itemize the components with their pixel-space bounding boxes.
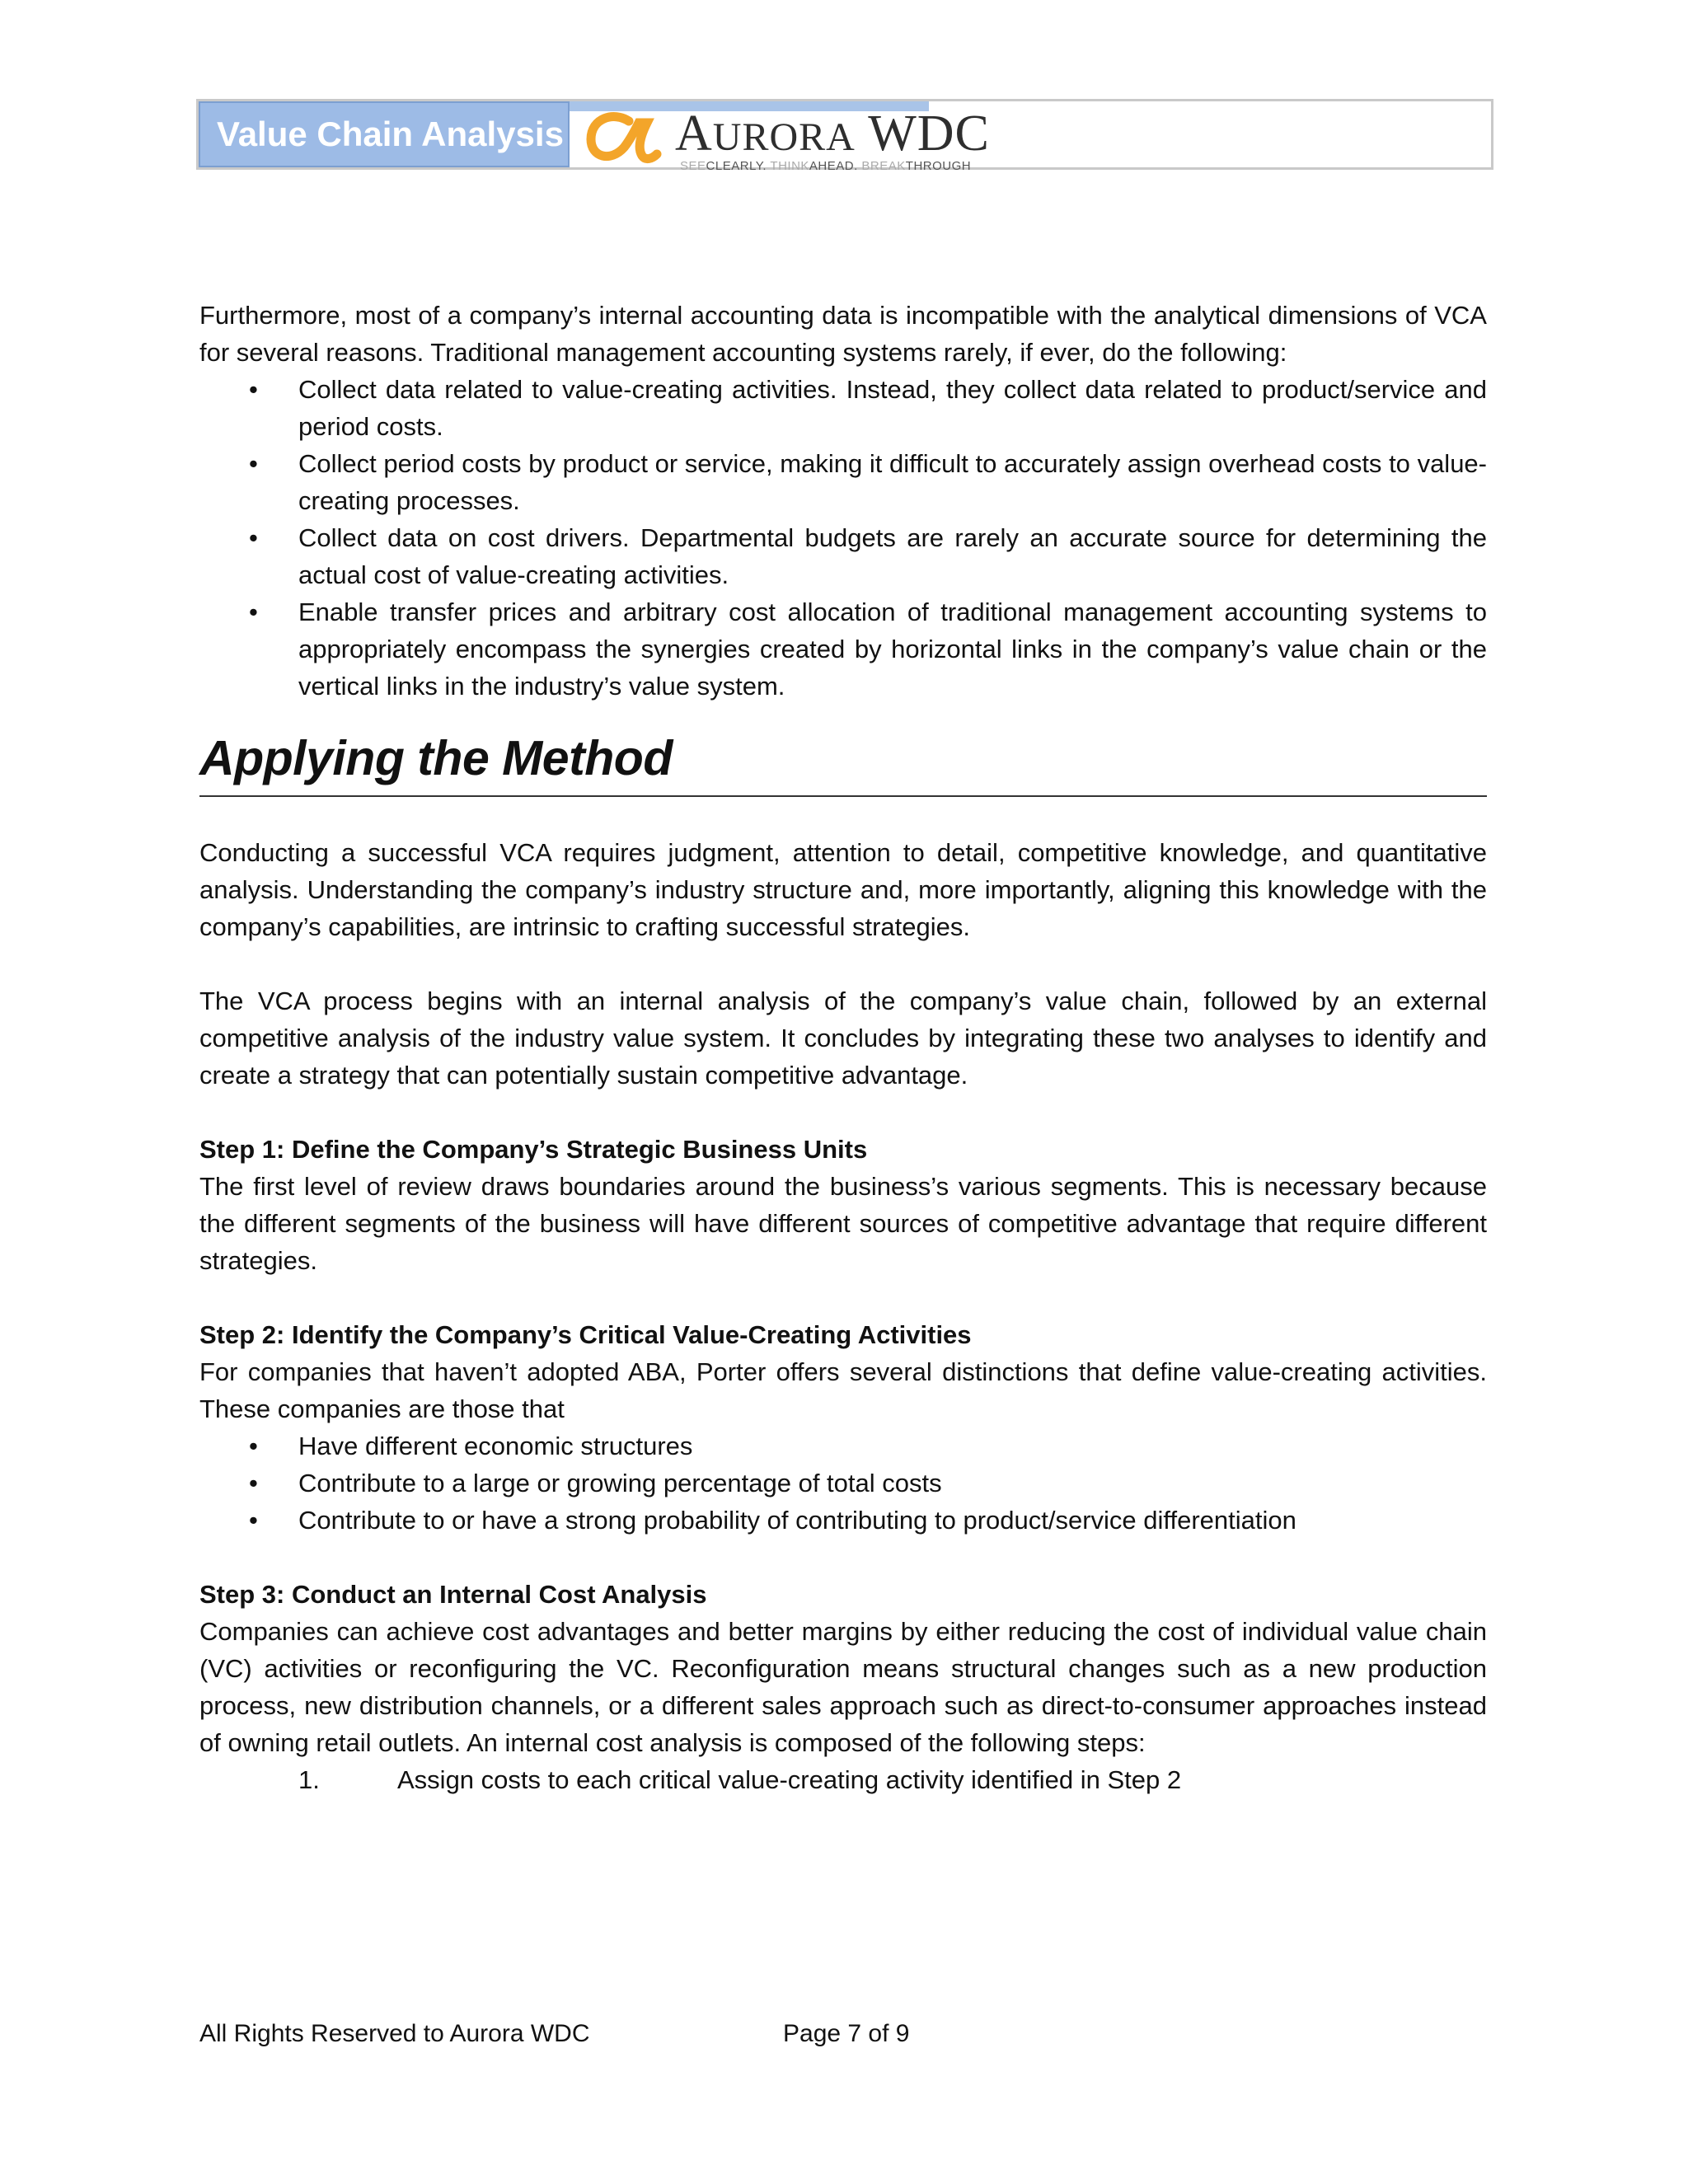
list-item: • Collect data related to value-creating activities. Instead, they collect data related to product/service and period costs.	[249, 375, 1487, 441]
list-item: • Contribute to or have a strong probability of contributing to product/service differentiation	[249, 1506, 1296, 1535]
method-paragraph-1: Conducting a successful VCA requires judgment, attention to detail, competitive knowledge, and quantitative analysis. Understanding the company’s industry structure and, more importantly, aligning this knowledge with the company’s capabilities, are intrinsic to crafting successful strategies.	[199, 838, 1487, 941]
list-item: • Enable transfer prices and arbitrary cost allocation of traditional management accounting systems to appropriately encompass the synergies created by horizontal links in the company’s value chain or the vertical links in the industry’s value system.	[249, 598, 1487, 701]
step-1-text: The first level of review draws boundaries around the business’s various segments. This is necessary because the different segments of the business will have different sources of competitive advantage that require different strategies.	[199, 1172, 1487, 1275]
document-body	[199, 297, 1487, 1798]
section-title: Value Chain Analysis	[217, 115, 564, 153]
section-heading: Applying the Method	[199, 729, 1487, 797]
step-2-bullet-list	[199, 1427, 1487, 1539]
step-1-title: Step 1: Define the Company’s Strategic Business Units	[199, 1135, 868, 1164]
list-item: • Have different economic structures	[249, 1432, 693, 1460]
logo-tagline: SEECLEARLY. THINKAHEAD. BREAKTHROUGH	[680, 159, 972, 173]
list-item: • Contribute to a large or growing percentage of total costs	[249, 1469, 942, 1497]
list-item: • Collect period costs by product or service, making it difficult to accurately assign overhead costs to value-creating processes.	[249, 449, 1487, 515]
numbered-item	[199, 1761, 1487, 1798]
intro-bullet-list	[199, 371, 1487, 705]
section-tab	[199, 101, 570, 167]
intro-paragraph: Furthermore, most of a company’s internal accounting data is incompatible with the analytical dimensions of VCA for several reasons. Traditional management accounting systems rarely, if ever, do the following:	[199, 301, 1487, 367]
header-banner	[196, 99, 1493, 173]
list-item: • Collect data on cost drivers. Departmental budgets are rarely an accurate source for determining the actual cost of value-creating activities.	[249, 523, 1487, 589]
step-3-text: Companies can achieve cost advantages and better margins by either reducing the cost of individual value chain (VC) activities or reconfiguring the VC. Reconfiguration means structural changes such as a new production process, new distribution channels, or a different sales approach such as direct-to-consumer approaches instead of owning retail outlets. An internal cost analysis is composed of the following steps:	[199, 1617, 1487, 1757]
footer-page-number: Page 7 of 9	[783, 2020, 910, 2047]
footer-rights: All Rights Reserved to Aurora WDC	[199, 2020, 590, 2047]
item-text: Assign costs to each critical value-creating activity identified in Step 2	[397, 1765, 1182, 1794]
step-2-text: For companies that haven’t adopted ABA, Porter offers several distinctions that define value-creating activities. These companies are those that	[199, 1357, 1487, 1423]
step-3-title: Step 3: Conduct an Internal Cost Analysis	[199, 1580, 707, 1609]
alpha-logo-icon	[581, 103, 663, 169]
method-paragraph-2: The VCA process begins with an internal analysis of the company’s value chain, followed by an external competitive analysis of the industry value system. It concludes by integrating these two analyses to identify and create a strategy that can potentially sustain competitive advantage.	[199, 987, 1487, 1090]
logo-wordmark: AURORA WDC	[675, 105, 990, 162]
item-number: 1.	[298, 1765, 320, 1794]
banner-rule	[1015, 167, 1489, 169]
step-2-title: Step 2: Identify the Company’s Critical Value-Creating Activities	[199, 1320, 972, 1349]
